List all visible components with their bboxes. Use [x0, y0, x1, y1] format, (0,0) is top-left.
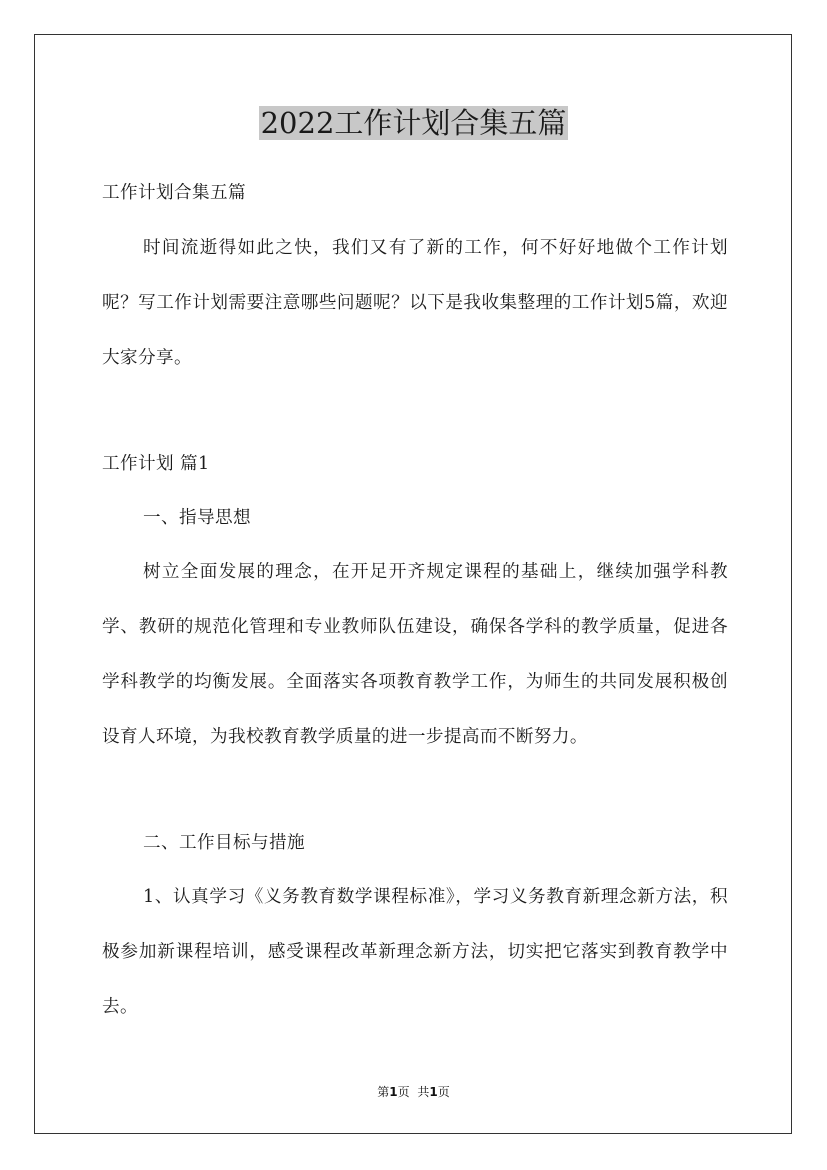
footer-page-suffix: 页: [397, 1085, 410, 1099]
footer-page-prefix: 第: [377, 1085, 390, 1099]
paragraph-goals-measures: 1、认真学习《义务教育数学课程标准》，学习义务教育新理念新方法，积极参加新课程培训，感受课程改革新理念新方法，切实把它落实到教育教学中去。: [102, 887, 728, 1017]
footer-total-number: 1: [429, 1085, 438, 1099]
footer-total-prefix: 共: [417, 1085, 430, 1099]
section-heading: 工作计划 篇1: [102, 454, 210, 474]
heading-goals-measures: 二、工作目标与措施: [143, 833, 305, 853]
footer-total-suffix: 页: [437, 1085, 450, 1099]
document-title-text: 2022工作计划合集五篇: [260, 106, 567, 140]
footer-page-number: 1: [389, 1085, 398, 1099]
intro-paragraph: 时间流逝得如此之快，我们又有了新的工作，何不好好地做个工作计划呢？写工作计划需要注意哪些问题呢？以下是我收集整理的工作计划5篇，欢迎大家分享。: [102, 238, 728, 368]
heading-guiding-ideology: 一、指导思想: [143, 508, 251, 528]
page-footer: [0, 1082, 827, 1102]
paragraph-guiding-ideology: 树立全面发展的理念，在开足开齐规定课程的基础上，继续加强学科教学、教研的规范化管理和专业教师队伍建设，确保各学科的教学质量，促进各学科教学的均衡发展。全面落实各项教育教学工作，为师生的共同发展积极创设育人环境，为我校教育教学质量的进一步提高而不断努力。: [102, 562, 728, 747]
document-subtitle: 工作计划合集五篇: [102, 183, 246, 203]
document-title: [0, 100, 827, 146]
